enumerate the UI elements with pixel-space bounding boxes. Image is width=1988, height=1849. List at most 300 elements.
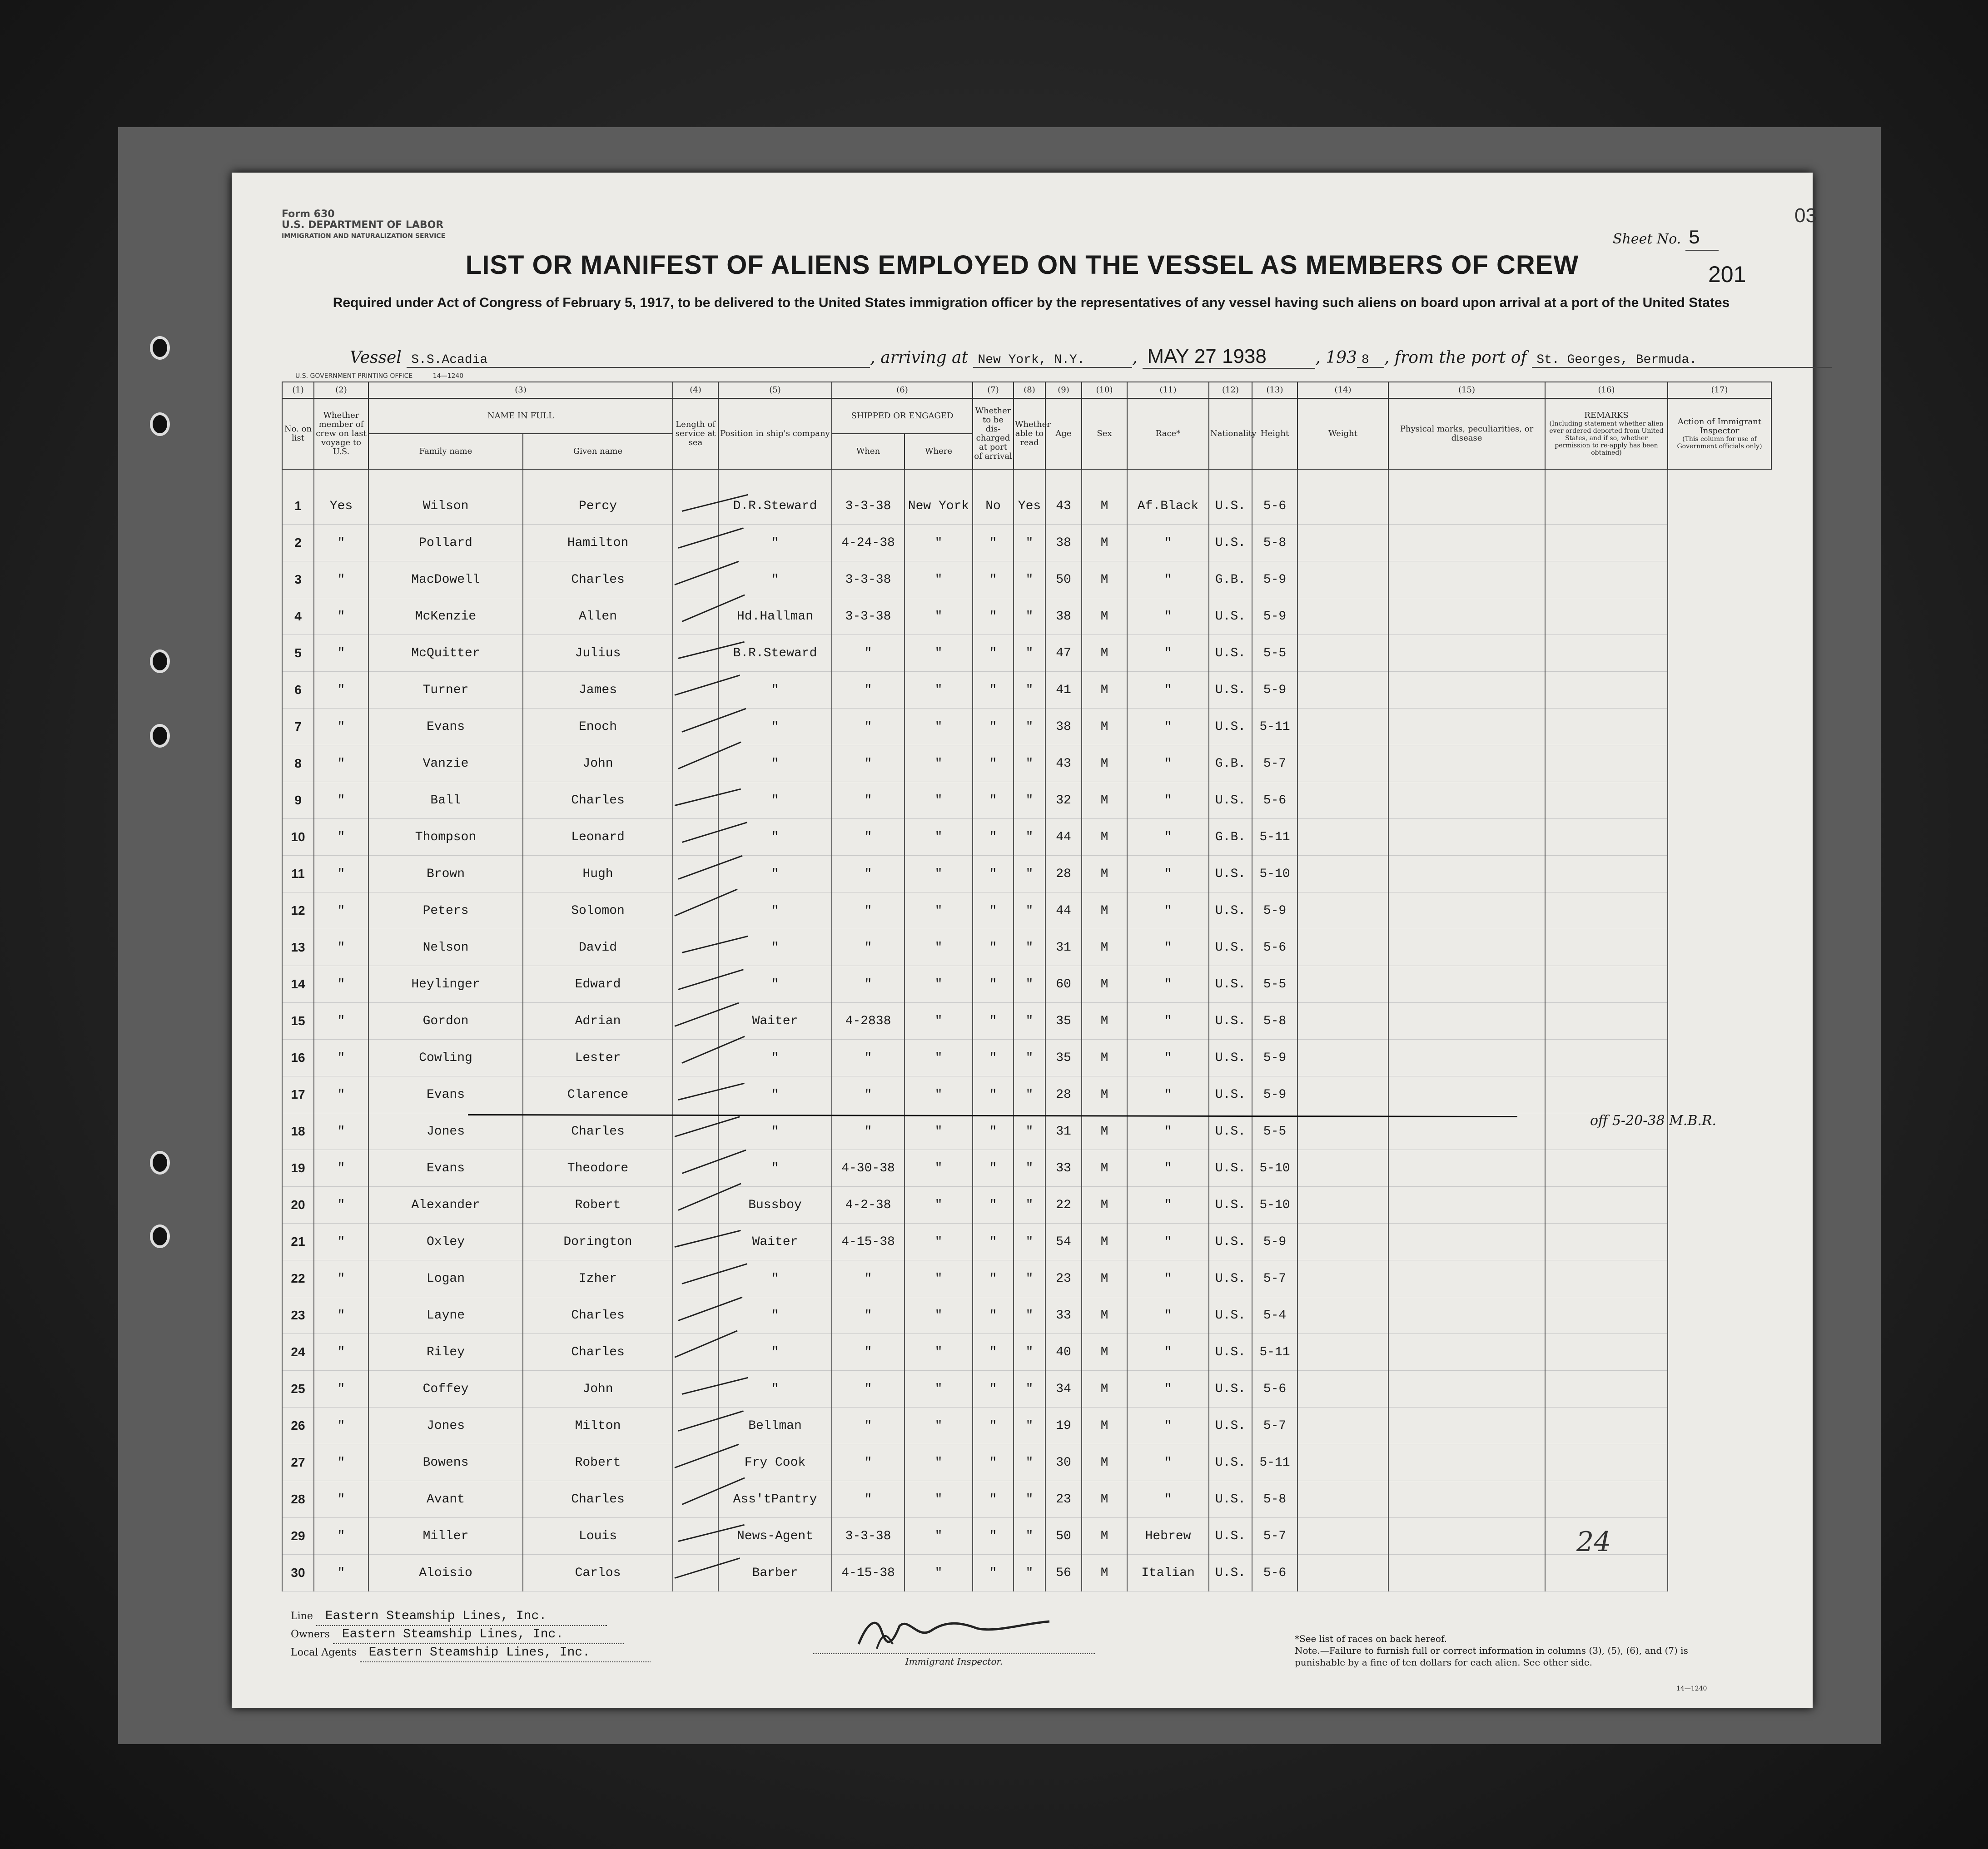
discharged: " [973, 1113, 1014, 1150]
able-to-read: " [1014, 1040, 1045, 1076]
height: 5-8 [1252, 525, 1297, 561]
remarks [1545, 488, 1668, 525]
col-num: (13) [1252, 382, 1297, 398]
crew-member-flag: Yes [314, 488, 368, 525]
table-row [282, 525, 1771, 561]
owners-value: Eastern Steamship Lines, Inc. [333, 1626, 624, 1644]
family-name: Coffey [368, 1371, 523, 1408]
family-name: Peters [368, 892, 523, 929]
discharged: " [973, 1187, 1014, 1224]
row-number: 6 [282, 672, 314, 709]
height: 5-8 [1252, 1003, 1297, 1040]
crew-member-flag: " [314, 856, 368, 892]
punch-hole [150, 412, 170, 436]
sex: M [1082, 1481, 1127, 1518]
family-name: Nelson [368, 929, 523, 966]
signature-scribble [850, 1612, 1059, 1653]
physical-marks [1388, 1150, 1545, 1187]
position: News-Agent [718, 1518, 832, 1555]
family-name: Wilson [368, 488, 523, 525]
race: " [1127, 782, 1209, 819]
weight [1297, 892, 1388, 929]
line-label: Line [291, 1611, 313, 1622]
able-to-read: " [1014, 709, 1045, 745]
height: 5-6 [1252, 1555, 1297, 1591]
table-row [282, 1408, 1771, 1444]
col-num: (15) [1388, 382, 1545, 398]
table-row [282, 598, 1771, 635]
remarks [1545, 1334, 1668, 1371]
age: 35 [1045, 1003, 1082, 1040]
row-number: 5 [282, 635, 314, 672]
col-num: (10) [1082, 382, 1127, 398]
discharged: " [973, 672, 1014, 709]
row-number: 14 [282, 966, 314, 1003]
table-row [282, 1040, 1771, 1076]
family-name: Brown [368, 856, 523, 892]
remarks [1545, 635, 1668, 672]
document-subtitle: Required under Act of Congress of February 5, 1917, to be delivered to the United States immigration officer by the representatives of any vessel having such aliens on board upon arrival at a port of the United States [333, 295, 1730, 310]
table-row [282, 892, 1771, 929]
arrival-date: MAY 27 1938 [1143, 345, 1315, 369]
physical-marks [1388, 1518, 1545, 1555]
remarks [1545, 1297, 1668, 1334]
table-row [282, 1481, 1771, 1518]
sex: M [1082, 1408, 1127, 1444]
position: Hd.Hallman [718, 598, 832, 635]
crew-member-flag: " [314, 1040, 368, 1076]
physical-marks [1388, 966, 1545, 1003]
age: 22 [1045, 1187, 1082, 1224]
shipped-where: " [905, 1408, 973, 1444]
crew-member-flag: " [314, 1076, 368, 1113]
printer-name: U.S. GOVERNMENT PRINTING OFFICE [295, 372, 413, 380]
discharged: " [973, 1334, 1014, 1371]
weight [1297, 745, 1388, 782]
sex: M [1082, 1150, 1127, 1187]
weight [1297, 1113, 1388, 1150]
nationality: U.S. [1209, 488, 1252, 525]
sex: M [1082, 1260, 1127, 1297]
age: 50 [1045, 1518, 1082, 1555]
race: " [1127, 1150, 1209, 1187]
row-number: 24 [282, 1334, 314, 1371]
header-height: Height [1252, 398, 1297, 469]
age: 38 [1045, 709, 1082, 745]
row-number: 15 [282, 1003, 314, 1040]
length-of-service [673, 1444, 718, 1481]
inspector-label: Immigrant Inspector. [813, 1653, 1095, 1667]
crew-member-flag: " [314, 1555, 368, 1591]
discharged: " [973, 966, 1014, 1003]
family-name: Heylinger [368, 966, 523, 1003]
shipped-where: " [905, 672, 973, 709]
row-18-note: off 5-20-38 M.B.R. [1590, 1113, 1717, 1129]
age: 23 [1045, 1260, 1082, 1297]
given-name: Julius [523, 635, 673, 672]
length-of-service [673, 1187, 718, 1224]
age: 30 [1045, 1444, 1082, 1481]
weight [1297, 1408, 1388, 1444]
sex: M [1082, 966, 1127, 1003]
sex: M [1082, 709, 1127, 745]
shipped-when: 4-24-38 [832, 525, 905, 561]
form-header [282, 209, 445, 242]
crew-rows [282, 469, 1771, 1591]
header-nationality: Nationality [1209, 398, 1252, 469]
discharged: " [973, 1371, 1014, 1408]
remarks-title: REMARKS [1584, 411, 1629, 420]
race: " [1127, 1408, 1209, 1444]
physical-marks [1388, 782, 1545, 819]
col-num: (6) [832, 382, 973, 398]
header-able-to-read: Whether able to read [1014, 398, 1045, 469]
shipped-where: " [905, 1444, 973, 1481]
row-number: 10 [282, 819, 314, 856]
row-number: 13 [282, 929, 314, 966]
height: 5-5 [1252, 966, 1297, 1003]
weight [1297, 929, 1388, 966]
shipped-when: " [832, 819, 905, 856]
shipped-when: " [832, 672, 905, 709]
remarks [1545, 1260, 1668, 1297]
given-name: Edward [523, 966, 673, 1003]
sex: M [1082, 1518, 1127, 1555]
discharged: " [973, 856, 1014, 892]
age: 33 [1045, 1150, 1082, 1187]
position: " [718, 1260, 832, 1297]
position: " [718, 819, 832, 856]
height: 5-9 [1252, 892, 1297, 929]
shipped-when: " [832, 1481, 905, 1518]
given-name: Carlos [523, 1555, 673, 1591]
table-row [282, 1518, 1771, 1555]
position: " [718, 856, 832, 892]
physical-marks [1388, 1224, 1545, 1260]
table-row [282, 1297, 1771, 1334]
shipped-when: " [832, 1297, 905, 1334]
shipped-when: " [832, 966, 905, 1003]
crew-member-flag: " [314, 598, 368, 635]
sex: M [1082, 1444, 1127, 1481]
sex: M [1082, 892, 1127, 929]
shipped-where: " [905, 1040, 973, 1076]
length-of-service [673, 892, 718, 929]
family-name: Avant [368, 1481, 523, 1518]
nationality: U.S. [1209, 1260, 1252, 1297]
position: " [718, 745, 832, 782]
nationality: U.S. [1209, 782, 1252, 819]
nationality: U.S. [1209, 709, 1252, 745]
family-name: Ball [368, 782, 523, 819]
race: " [1127, 525, 1209, 561]
service-name: IMMIGRATION AND NATURALIZATION SERVICE [282, 233, 446, 240]
year-digit: 8 [1357, 353, 1384, 368]
age: 41 [1045, 672, 1082, 709]
footer-agents-row [291, 1644, 651, 1662]
discharged: No [973, 488, 1014, 525]
shipped-where: " [905, 635, 973, 672]
family-name: McKenzie [368, 598, 523, 635]
physical-marks [1388, 598, 1545, 635]
col-num: (17) [1668, 382, 1771, 398]
shipped-where: " [905, 856, 973, 892]
nationality: G.B. [1209, 561, 1252, 598]
table-row [282, 1444, 1771, 1481]
row-number: 27 [282, 1444, 314, 1481]
physical-marks [1388, 635, 1545, 672]
nationality: U.S. [1209, 635, 1252, 672]
sex: M [1082, 782, 1127, 819]
able-to-read: " [1014, 561, 1045, 598]
shipped-when: " [832, 1334, 905, 1371]
able-to-read: " [1014, 819, 1045, 856]
age: 43 [1045, 745, 1082, 782]
sex: M [1082, 635, 1127, 672]
family-name: McQuitter [368, 635, 523, 672]
row-number: 26 [282, 1408, 314, 1444]
crew-member-flag: " [314, 709, 368, 745]
weight [1297, 966, 1388, 1003]
age: 56 [1045, 1555, 1082, 1591]
shipped-when: " [832, 1040, 905, 1076]
weight [1297, 1555, 1388, 1591]
header-position: Position in ship's company [718, 398, 832, 469]
nationality: U.S. [1209, 1518, 1252, 1555]
nationality: G.B. [1209, 819, 1252, 856]
physical-marks [1388, 819, 1545, 856]
remarks [1545, 856, 1668, 892]
family-name: Jones [368, 1113, 523, 1150]
nationality: U.S. [1209, 1481, 1252, 1518]
shipped-when: " [832, 1371, 905, 1408]
remarks-subtitle: (Including statement whether alien ever ordered deported from United States, and if so, whether permission to re-apply has been obtained) [1549, 420, 1664, 456]
header-sex: Sex [1082, 398, 1127, 469]
position: " [718, 1113, 832, 1150]
nationality: U.S. [1209, 525, 1252, 561]
position: D.R.Steward [718, 488, 832, 525]
shipped-when: " [832, 745, 905, 782]
given-name: Charles [523, 1334, 673, 1371]
physical-marks [1388, 856, 1545, 892]
column-number-row [282, 382, 1771, 398]
col-num: (4) [673, 382, 718, 398]
year-label: 193 [1326, 348, 1357, 367]
remarks [1545, 1444, 1668, 1481]
table-row [282, 488, 1771, 525]
row-number: 20 [282, 1187, 314, 1224]
given-name: Enoch [523, 709, 673, 745]
given-name: Charles [523, 782, 673, 819]
header-when: When [832, 434, 905, 469]
age: 43 [1045, 488, 1082, 525]
table-row [282, 1187, 1771, 1224]
length-of-service [673, 488, 718, 525]
table-row [282, 1113, 1771, 1150]
family-name: Thompson [368, 819, 523, 856]
action-title: Action of Immigrant Inspector [1677, 417, 1762, 436]
family-name: Logan [368, 1260, 523, 1297]
crew-member-flag: " [314, 819, 368, 856]
row-number: 12 [282, 892, 314, 929]
able-to-read: " [1014, 1518, 1045, 1555]
shipped-when: " [832, 1260, 905, 1297]
col-num: (12) [1209, 382, 1252, 398]
height: 5-8 [1252, 1481, 1297, 1518]
remarks [1545, 561, 1668, 598]
penalty-note: Note.—Failure to furnish full or correct information in columns (3), (5), (6), and (7) is punishable by a fine of ten dollars for each alien. See other side. [1295, 1645, 1688, 1668]
remarks [1545, 672, 1668, 709]
race: " [1127, 892, 1209, 929]
sex: M [1082, 598, 1127, 635]
discharged: " [973, 1003, 1014, 1040]
position: " [718, 929, 832, 966]
race: " [1127, 598, 1209, 635]
discharged: " [973, 782, 1014, 819]
crew-member-flag: " [314, 635, 368, 672]
shipped-where: " [905, 966, 973, 1003]
sex: M [1082, 525, 1127, 561]
race: " [1127, 1003, 1209, 1040]
table-row [282, 1224, 1771, 1260]
discharged: " [973, 1297, 1014, 1334]
height: 5-6 [1252, 929, 1297, 966]
physical-marks [1388, 525, 1545, 561]
punch-hole [150, 649, 170, 673]
remarks [1545, 1040, 1668, 1076]
footer-line-row [291, 1608, 651, 1626]
row-number: 11 [282, 856, 314, 892]
race: " [1127, 1224, 1209, 1260]
given-name: James [523, 672, 673, 709]
table-row [282, 745, 1771, 782]
row-number: 29 [282, 1518, 314, 1555]
crew-member-flag: " [314, 561, 368, 598]
shipped-when: 3-3-38 [832, 561, 905, 598]
shipped-where: " [905, 1518, 973, 1555]
position: " [718, 1040, 832, 1076]
weight [1297, 635, 1388, 672]
family-name: Alexander [368, 1187, 523, 1224]
physical-marks [1388, 1187, 1545, 1224]
able-to-read: " [1014, 1555, 1045, 1591]
physical-marks [1388, 1444, 1545, 1481]
position: " [718, 1334, 832, 1371]
able-to-read: " [1014, 856, 1045, 892]
height: 5-7 [1252, 1260, 1297, 1297]
position: Barber [718, 1555, 832, 1591]
able-to-read: " [1014, 598, 1045, 635]
shipped-when: 3-3-38 [832, 488, 905, 525]
shipped-when: 3-3-38 [832, 598, 905, 635]
shipped-where: " [905, 892, 973, 929]
length-of-service [673, 1003, 718, 1040]
race: " [1127, 819, 1209, 856]
from-label: , from the port of [1384, 348, 1527, 367]
sheet-label: Sheet No. [1613, 231, 1681, 247]
crew-member-flag: " [314, 1371, 368, 1408]
physical-marks [1388, 709, 1545, 745]
shipped-where: " [905, 929, 973, 966]
length-of-service [673, 1334, 718, 1371]
family-name: Evans [368, 1150, 523, 1187]
footer-notes [1295, 1633, 1704, 1668]
shipped-when: " [832, 1408, 905, 1444]
given-name: Solomon [523, 892, 673, 929]
given-name: Charles [523, 1481, 673, 1518]
crew-member-flag: " [314, 966, 368, 1003]
owners-label: Owners [291, 1629, 330, 1640]
line-value: Eastern Steamship Lines, Inc. [316, 1608, 607, 1626]
length-of-service [673, 856, 718, 892]
able-to-read: " [1014, 635, 1045, 672]
table-row [282, 1003, 1771, 1040]
able-to-read: " [1014, 1187, 1045, 1224]
col-num: (3) [368, 382, 673, 398]
row-number: 17 [282, 1076, 314, 1113]
able-to-read: " [1014, 1444, 1045, 1481]
shipped-where: " [905, 561, 973, 598]
weight [1297, 488, 1388, 525]
agents-label: Local Agents [291, 1647, 357, 1658]
position: B.R.Steward [718, 635, 832, 672]
able-to-read: " [1014, 1334, 1045, 1371]
sex: M [1082, 1334, 1127, 1371]
nationality: U.S. [1209, 1224, 1252, 1260]
remarks [1545, 892, 1668, 929]
crew-member-flag: " [314, 672, 368, 709]
sex: M [1082, 929, 1127, 966]
crew-member-flag: " [314, 1481, 368, 1518]
crew-member-flag: " [314, 745, 368, 782]
given-name: Clarence [523, 1076, 673, 1113]
given-name: Percy [523, 488, 673, 525]
header-shipped-or-engaged: SHIPPED OR ENGAGED [832, 398, 973, 434]
physical-marks [1388, 1408, 1545, 1444]
able-to-read: " [1014, 1371, 1045, 1408]
remarks [1545, 598, 1668, 635]
age: 44 [1045, 819, 1082, 856]
discharged: " [973, 1040, 1014, 1076]
able-to-read: " [1014, 892, 1045, 929]
age: 40 [1045, 1334, 1082, 1371]
physical-marks [1388, 1260, 1545, 1297]
weight [1297, 819, 1388, 856]
given-name: Hugh [523, 856, 673, 892]
sex: M [1082, 819, 1127, 856]
length-of-service [673, 929, 718, 966]
header-remarks [1545, 398, 1668, 469]
given-name: John [523, 1371, 673, 1408]
family-name: Jones [368, 1408, 523, 1444]
remarks [1545, 929, 1668, 966]
age: 35 [1045, 1040, 1082, 1076]
height: 5-9 [1252, 598, 1297, 635]
header-discharged: Whether to be dis-charged at port of arrival [973, 398, 1014, 469]
table-row [282, 1334, 1771, 1371]
able-to-read: " [1014, 1003, 1045, 1040]
shipped-where: " [905, 598, 973, 635]
weight [1297, 1003, 1388, 1040]
height: 5-9 [1252, 1224, 1297, 1260]
row-number: 23 [282, 1297, 314, 1334]
shipped-where: " [905, 1371, 973, 1408]
position: Bellman [718, 1408, 832, 1444]
discharged: " [973, 525, 1014, 561]
remarks [1545, 1481, 1668, 1518]
punch-hole [150, 1224, 170, 1248]
physical-marks [1388, 1003, 1545, 1040]
